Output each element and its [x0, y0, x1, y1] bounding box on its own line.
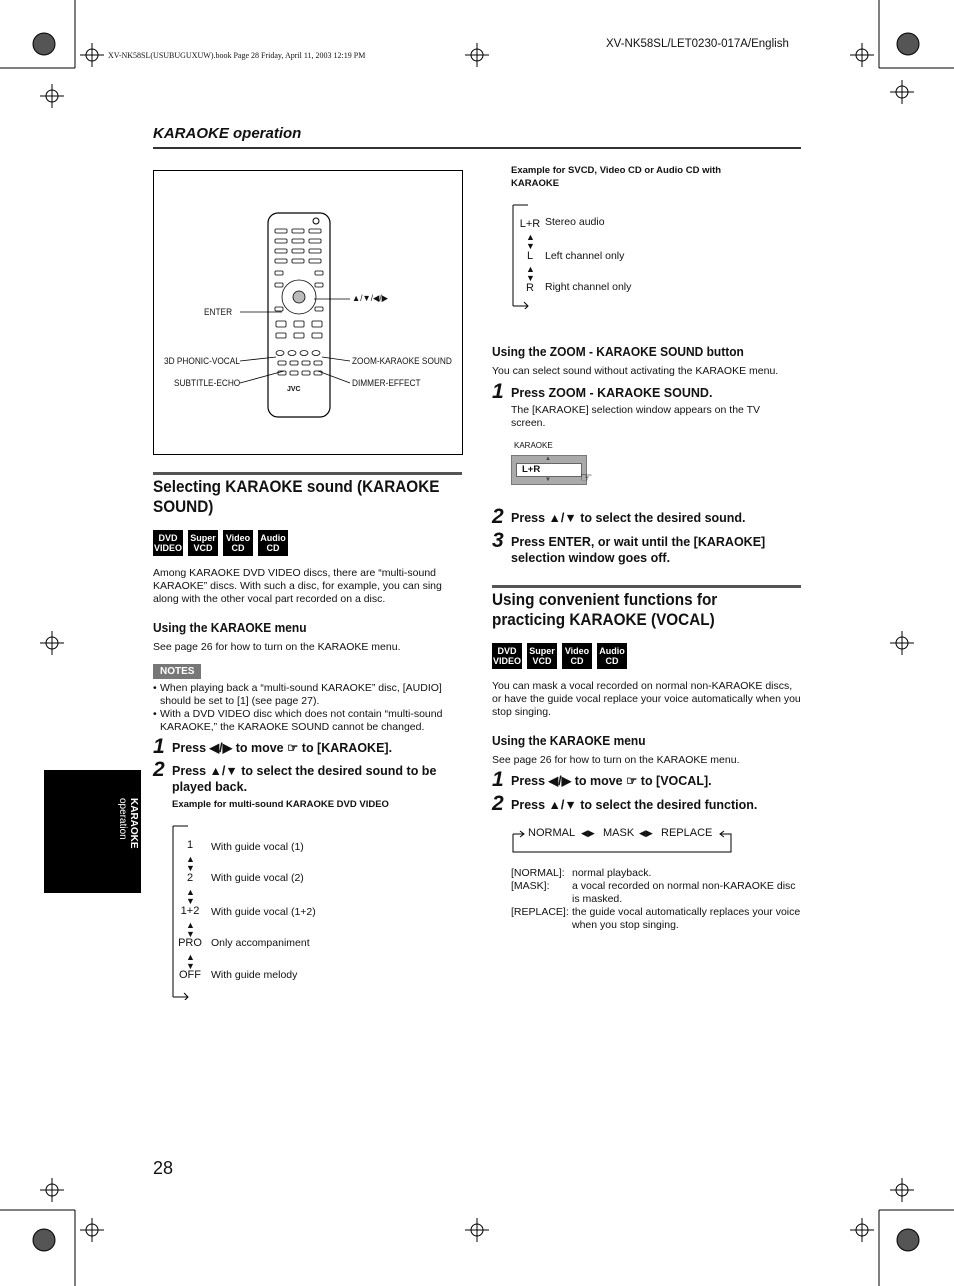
badge-dvd-video: DVD VIDEO: [153, 530, 183, 556]
label-arrows: ▲/▼/◀/▶: [352, 293, 389, 303]
step-1-number-vocal: 1: [492, 768, 504, 791]
step-1-text-zoom: Press ZOOM - KARAOKE SOUND.: [511, 386, 713, 400]
badge-super-vcd: Super VCD: [527, 643, 557, 669]
label-zoom-karaoke: ZOOM-KARAOKE SOUND: [352, 356, 452, 366]
up-down-arrow-icon: ▲ ▼: [526, 232, 535, 251]
seq-desc-3: With guide vocal (1+2): [211, 906, 316, 918]
step-1-number-left: 1: [153, 735, 165, 758]
svcd-code-3: R: [526, 282, 534, 294]
svcd-desc-3: Right channel only: [545, 281, 632, 293]
sequence-diagram-svcd: [510, 204, 760, 309]
heading-vocal: Using convenient functions for practicing KARAOKE (VOCAL): [492, 590, 718, 629]
zoom-heading: Using the ZOOM - KARAOKE SOUND button: [492, 344, 744, 359]
step-1-text-left: Press ◀/▶ to move ☞ to [KARAOKE].: [172, 741, 393, 755]
karaoke-selection-window: [511, 455, 593, 485]
cycle-replace: REPLACE: [661, 827, 713, 839]
seq-desc-1: With guide vocal (1): [211, 841, 304, 853]
seq-desc-4: Only accompaniment: [211, 937, 310, 949]
menu-heading-right: Using the KARAOKE menu: [492, 733, 646, 748]
svcd-desc-2: Left channel only: [545, 250, 625, 262]
left-right-arrow-icon: ◀▶: [581, 828, 595, 838]
badge-dvd-video: DVD VIDEO: [492, 643, 522, 669]
section-divider: [492, 585, 801, 588]
step-1-number-zoom: 1: [492, 380, 504, 403]
seq-code-4: PRO: [178, 937, 202, 949]
vocal-intro: You can mask a vocal recorded on normal non-KARAOKE discs, or have the guide vocal replace your voice automatically when you stop singing.: [492, 680, 801, 718]
note-1: • When playing back a “multi-sound KARAOKE” disc, [AUDIO] should be set to [1] (see page 27).: [153, 682, 442, 707]
down-arrow-icon: ▼: [545, 477, 551, 483]
section-rule: [153, 147, 801, 149]
section-divider: [153, 472, 462, 475]
definition-mask: [MASK]: a vocal recorded on normal non-KARAOKE disc is masked.: [511, 880, 796, 905]
step-2-text-zoom: Press ▲/▼ to select the desired sound.: [511, 511, 746, 525]
badge-audio-cd: Audio CD: [597, 643, 627, 669]
step-2-number-left: 2: [153, 758, 165, 781]
page-number: 28: [153, 1158, 174, 1178]
cycle-mask: MASK: [603, 827, 635, 839]
step-2-number-zoom: 2: [492, 505, 504, 528]
vocal-cycle-diagram: [511, 824, 736, 854]
side-tab-label-1: KARAOKE: [128, 798, 139, 849]
step-3-number-zoom: 3: [492, 529, 504, 552]
step-1-sub-zoom: The [KARAOKE] selection window appears on the TV screen.: [511, 404, 761, 429]
label-3d-phonic: 3D PHONIC-VOCAL: [164, 356, 240, 366]
badge-video-cd: Video CD: [562, 643, 592, 669]
menu-heading-left: Using the KARAOKE menu: [153, 620, 307, 635]
step-1-text-vocal: Press ◀/▶ to move ☞ to [VOCAL].: [511, 774, 712, 788]
note-2: • With a DVD VIDEO disc which does not contain “multi-sound KARAOKE,” the KARAOKE SOUND cannot be changed.: [153, 708, 443, 733]
step-2-text-left: Press ▲/▼ to select the desired sound to be played back.: [172, 764, 437, 794]
badge-super-vcd: Super VCD: [188, 530, 218, 556]
step-2-number-vocal: 2: [492, 792, 504, 815]
model-number: XV-NK58SL/LET0230-017A/English: [606, 38, 789, 50]
remote-brand: JVC: [287, 386, 301, 393]
label-dimmer-effect: DIMMER-EFFECT: [352, 378, 421, 388]
label-enter: ENTER: [204, 307, 233, 317]
seq-code-5: OFF: [179, 969, 201, 981]
badge-audio-cd: Audio CD: [258, 530, 288, 556]
karaoke-window-label: KARAOKE: [514, 441, 553, 450]
remote-illustration-frame: [153, 170, 463, 455]
seq-desc-5: With guide melody: [211, 969, 298, 981]
hand-pointer-icon: ☞: [580, 469, 593, 485]
seq-code-2: 2: [186, 872, 194, 884]
seq-desc-2: With guide vocal (2): [211, 872, 304, 884]
cycle-normal: NORMAL: [528, 827, 576, 839]
svcd-code-2: L: [526, 250, 534, 262]
label-subtitle-echo: SUBTITLE-ECHO: [174, 378, 241, 388]
sequence-diagram-dvd: [170, 825, 420, 1000]
example-caption-left: Example for multi-sound KARAOKE DVD VIDEO: [172, 799, 389, 810]
menu-ref-left: See page 26 for how to turn on the KARAOKE menu.: [153, 641, 401, 653]
svcd-desc-1: Stereo audio: [545, 216, 605, 228]
up-down-arrow-icon: ▲ ▼: [186, 920, 195, 939]
left-right-arrow-icon: ◀▶: [639, 828, 653, 838]
seq-code-3: 1+2: [180, 905, 200, 917]
badge-video-cd: Video CD: [223, 530, 253, 556]
heading-select-sound: Selecting KARAOKE sound (KARAOKE SOUND): [153, 477, 440, 516]
up-down-arrow-icon: ▲ ▼: [186, 952, 195, 971]
side-tab: [44, 770, 141, 893]
up-arrow-icon: ▲: [545, 456, 551, 462]
section-title: KARAOKE operation: [153, 125, 302, 142]
step-2-text-vocal: Press ▲/▼ to select the desired function.: [511, 798, 758, 812]
step-3-text-zoom: Press ENTER, or wait until the [KARAOKE] selection window goes off.: [511, 535, 766, 565]
notes-label: NOTES: [153, 664, 201, 679]
select-sound-intro: Among KARAOKE DVD VIDEO discs, there are “multi-sound KARAOKE” discs. With such a disc, for example, you can sing along with the other vocal part recorded on a disc.: [153, 567, 442, 605]
zoom-intro: You can select sound without activating the KARAOKE menu.: [492, 365, 779, 377]
karaoke-window-value: L+R: [522, 464, 541, 475]
svcd-example-caption: Example for SVCD, Video CD or Audio CD with KARAOKE: [511, 165, 722, 189]
svcd-code-1: L+R: [519, 218, 541, 230]
up-down-arrow-icon: ▲ ▼: [526, 264, 535, 283]
file-info: XV-NK58SL(USUBUGUXUW).book Page 28 Friday, April 11, 2003 12:19 PM: [108, 51, 366, 60]
up-down-arrow-icon: ▲ ▼: [186, 887, 195, 906]
up-down-arrow-icon: ▲ ▼: [186, 854, 195, 873]
seq-code-1: 1: [186, 839, 194, 851]
side-tab-label-2: operation: [117, 798, 128, 840]
definition-replace: [REPLACE]: the guide vocal automatically replaces your voice when you stop singing.: [511, 906, 801, 931]
menu-ref-right: See page 26 for how to turn on the KARAOKE menu.: [492, 754, 740, 766]
definition-normal: [NORMAL]: normal playback.: [511, 867, 652, 879]
remote-leader-lines: [154, 171, 464, 456]
